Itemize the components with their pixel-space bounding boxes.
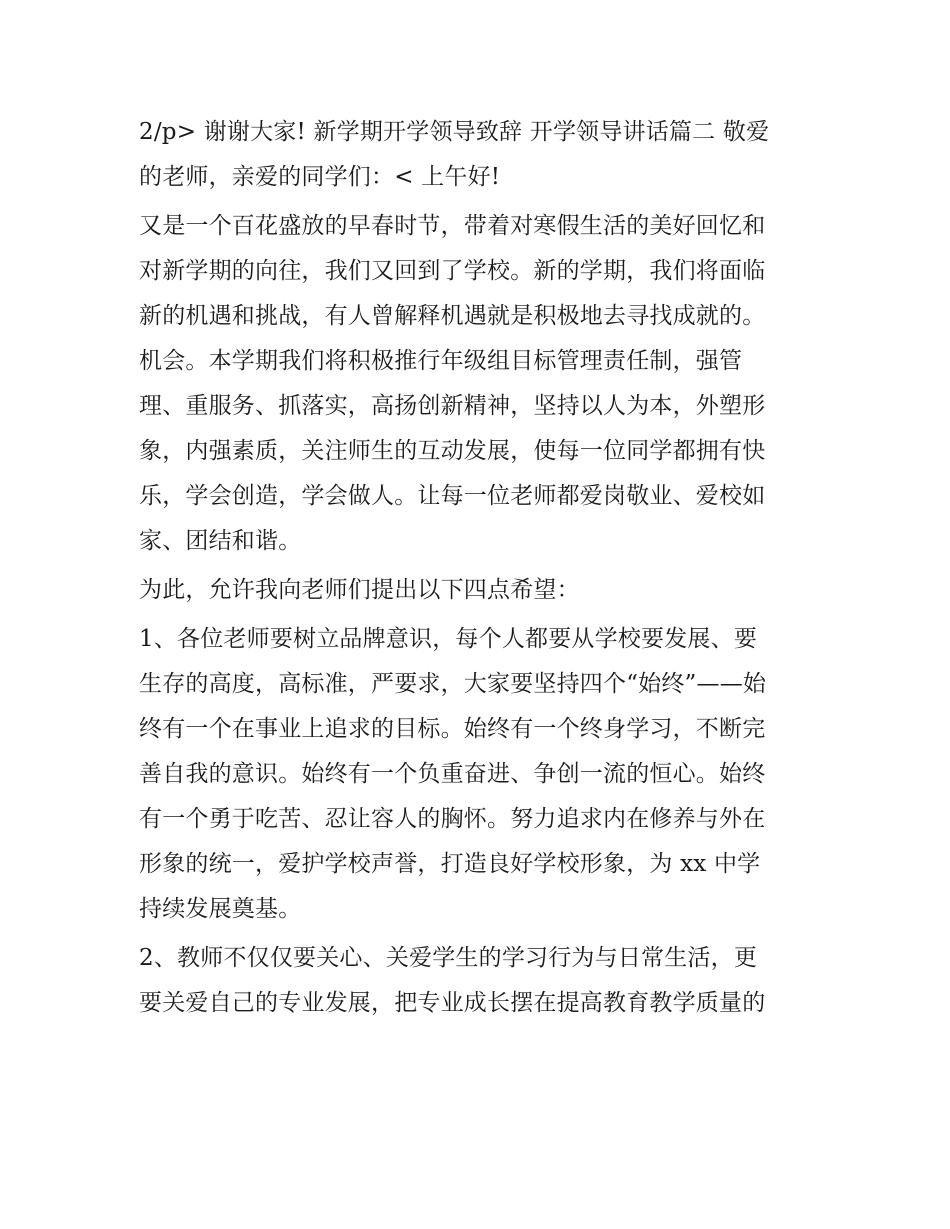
text-line: 善自我的意识。始终有一个负重奋进、争创一流的恒心。始终 — [139, 761, 766, 787]
text-line: 2、教师不仅仅要关心、关爱学生的学习行为与日常生活，更 — [139, 945, 758, 971]
paragraph-point-1 — [139, 617, 829, 932]
text-line: 有一个勇于吃苦、忍让容人的胸怀。努力追求内在修养与外在 — [139, 806, 766, 832]
text-line: 新的机遇和挑战，有人曾解释机遇就是积极地去寻找成就的。 — [139, 303, 766, 329]
paragraph-intro — [139, 204, 829, 564]
text-line: 象，内强素质，关注师生的互动发展，使每一位同学都拥有快 — [139, 438, 766, 464]
paragraph-point-2 — [139, 936, 829, 1026]
text-line: 1、各位老师要树立品牌意识，每个人都要从学校要发展、要 — [139, 626, 758, 652]
text-line: 2/p> 谢谢大家! 新学期开学领导致辞 开学领导讲话篇二 敬爱 — [139, 119, 770, 145]
text-line: 乐，学会创造，学会做人。让每一位老师都爱岗敬业、爱校如 — [139, 483, 766, 509]
text-line: 对新学期的向往，我们又回到了学校。新的学期，我们将面临 — [139, 258, 766, 284]
text-line: 又是一个百花盛放的早春时节，带着对寒假生活的美好回忆和 — [139, 213, 766, 239]
text-line: 家、团结和谐。 — [139, 528, 302, 554]
paragraph-greeting — [139, 110, 829, 200]
text-line: 生存的高度，高标准，严要求，大家要坚持四个“始终”——始 — [139, 671, 767, 697]
text-line: 机会。本学期我们将积极推行年级组目标管理责任制，强管 — [139, 348, 743, 374]
text-line: 的老师，亲爱的同学们：< 上午好! — [139, 164, 501, 190]
text-line: 要关爱自己的专业发展，把专业成长摆在提高教育教学质量的 — [139, 990, 766, 1016]
text-line: 形象的统一，爱护学校声誉，打造良好学校形象，为 xx 中学 — [139, 851, 761, 877]
text-line: 为此，允许我向老师们提出以下四点希望： — [139, 577, 580, 603]
paragraph-hopes-heading — [139, 568, 829, 613]
text-line: 终有一个在事业上追求的目标。始终有一个终身学习，不断完 — [139, 716, 766, 742]
text-line: 理、重服务、抓落实，高扬创新精神，坚持以人为本，外塑形 — [139, 393, 766, 419]
document-body — [139, 110, 829, 1030]
text-line: 持续发展奠基。 — [139, 896, 302, 922]
